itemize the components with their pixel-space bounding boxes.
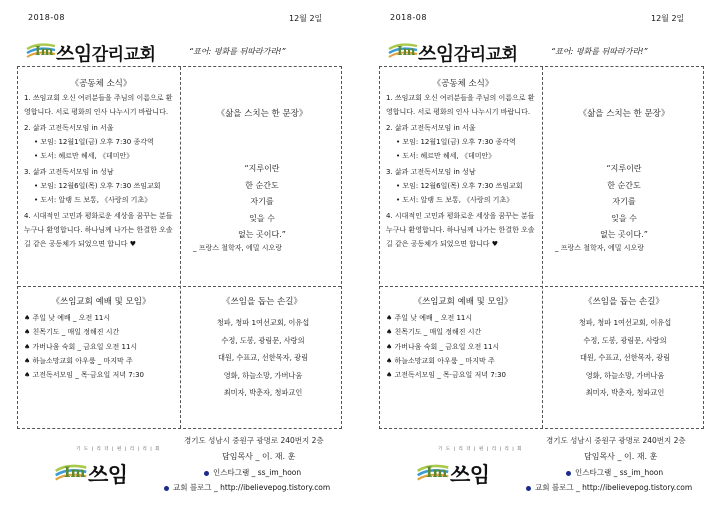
news-item: 4. 시대적인 고민과 평화로운 세상을 꿈꾸는 분들 누구나 환영합니다. 하나님께 나가는 한결한 오솔길 같은 공동체가 되었으면 합니다 ♥: [24, 212, 173, 248]
divider-vertical: [542, 67, 543, 428]
instagram-text: 인스타그램 _ ss_im_hoon: [213, 468, 302, 477]
worship-title: 《쓰임교회 예배 및 모임》: [413, 297, 513, 307]
worship-title: 《쓰임교회 예배 및 모임》: [51, 297, 151, 307]
news-item-text: 2. 삶과 고전독서모임 in 서울: [386, 124, 476, 132]
hands-line: 최미자, 박춘자, 청파교인: [585, 388, 665, 397]
news-item-sub: • 도서: 헤르만 헤세, 《데미안》: [34, 152, 134, 160]
logo-name-b: 감리교회: [453, 45, 518, 65]
footer-logo-name: 쓰임: [88, 463, 128, 487]
quote-line: “지루이란: [606, 164, 642, 173]
logo-name-a: 쓰임: [56, 43, 92, 65]
news-title: 《공동체 소식》: [432, 79, 494, 89]
bulletin-day: 12월 2일: [651, 14, 685, 23]
worship-item: ♠ 가버나움 숙회 _ 금요일 오전 11시: [24, 342, 138, 351]
bulletin-panel-left: [4, 0, 354, 509]
bullet-dot-icon: [204, 471, 209, 476]
hands-line: 대원, 수표교, 선한목자, 광림: [217, 353, 309, 362]
news-list: [386, 91, 540, 253]
news-item: 4. 시대적인 고민과 평화로운 세상을 꿈꾸는 분들 누구나 환영합니다. 하나님께 나가는 한결한 오솔길 같은 공동체가 되었으면 합니다 ♥: [386, 212, 535, 248]
quote-title: 《삶을 스치는 한 문장》: [578, 109, 670, 119]
news-item-sub: • 모임: 12월6일(목) 오후 7:30 쓰임교회: [396, 182, 523, 190]
instagram-contact: [566, 467, 663, 478]
quote-line: 없는 곳이다.”: [600, 230, 648, 239]
church-logo: [26, 36, 176, 66]
worship-list: [24, 311, 178, 382]
worship-item: ♠ 고전독서모임 _ 목·금요일 저녁 7:30: [24, 371, 144, 380]
quote-line: 한 순간도: [245, 180, 279, 190]
logo-prefix: Im: [397, 44, 416, 58]
hands-line: 수정, 도봉, 광림문, 사랑의: [583, 335, 667, 345]
bulletin-date: 2018-08: [390, 13, 427, 22]
hands-line: 청파, 청파 1여선교회, 이유섭: [578, 318, 672, 327]
hands-line: 영화, 하늘소망, 가버나움: [223, 370, 303, 380]
news-item: 1. 쓰임교회 오신 여러분들을 주님의 이름으로 환영합니다. 서로 평화의 인사 나누시기 바랍니다.: [386, 94, 535, 116]
bulletin-panel-right: [366, 0, 716, 509]
pastor-name: 담임목사 _ 이. 재. 훈: [222, 452, 296, 461]
worship-item: ♠ 가버나움 숙회 _ 금요일 오전 11시: [386, 342, 500, 351]
footer-tagline: 기 도 | 리 더 | 편 | 리 | 리 | 회: [438, 447, 523, 452]
quote-title: 《삶을 스치는 한 문장》: [216, 109, 308, 119]
hands-title: 《쓰임을 돕는 손길》: [222, 297, 302, 307]
bullet-dot-icon: [526, 486, 531, 491]
hands-line: 청파, 청파 1여선교회, 이유섭: [216, 318, 310, 327]
hands-title: 《쓰임을 돕는 손길》: [584, 297, 664, 307]
hands-line: 영화, 하늘소망, 가버나움: [585, 370, 665, 380]
news-list: [24, 91, 178, 253]
news-item-text: 2. 삶과 고전독서모임 in 서울: [24, 124, 114, 132]
news-item-sub: • 모임: 12월1일(금) 오후 7:30 종각역: [396, 138, 516, 146]
pastor-name: 담임목사 _ 이. 재. 훈: [584, 452, 658, 461]
news-item-sub: • 모임: 12월6일(목) 오후 7:30 쓰임교회: [34, 182, 161, 190]
news-item-text: 3. 삶과 고전독서모임 in 성남: [24, 168, 114, 176]
quote-line: 자기를: [250, 197, 274, 206]
logo-name-b: 감리교회: [91, 45, 156, 65]
worship-item: ♠ 친목기도 _ 매일 정해진 시간: [24, 328, 120, 337]
quote-source: _ 프랑스 철학자, 에밀 시오랑: [193, 244, 283, 252]
quote-line: 잊을 수: [249, 213, 275, 223]
footer-tagline: 기 도 | 리 더 | 편 | 리 | 리 | 회: [76, 447, 161, 452]
logo-prefix: Im: [35, 44, 54, 58]
quote-line: 자기를: [612, 197, 636, 206]
divider-vertical: [180, 67, 181, 428]
logo-name-a: 쓰임: [418, 43, 454, 65]
hands-list: [550, 314, 700, 402]
news-item-sub: • 모임: 12월1일(금) 오후 7:30 종각역: [34, 138, 154, 146]
logo-name: [418, 39, 517, 66]
blog-contact: [526, 482, 692, 493]
instagram-text: 인스타그램 _ ss_im_hoon: [575, 468, 664, 477]
quote-line: “지루이란: [244, 164, 280, 173]
church-address: 경기도 성남시 중원구 광명로 240번지 2층: [184, 436, 324, 445]
quote-source: _ 프랑스 철학자, 에밀 시오랑: [555, 244, 645, 252]
motto-verse: “표어: 평화를 뒤따라가라!”: [189, 47, 286, 56]
news-item: [24, 165, 178, 207]
bullet-dot-icon: [566, 471, 571, 476]
hands-line: 최미자, 박춘자, 청파교인: [223, 388, 303, 397]
hands-list: [188, 314, 338, 402]
bullet-dot-icon: [164, 486, 169, 491]
worship-item: ♠ 하늘소망교회 아우룸 _ 마지막 주: [24, 356, 133, 365]
hands-line: 수정, 도봉, 광림문, 사랑의: [221, 335, 305, 345]
footer-logo-prefix: Im: [64, 465, 86, 481]
news-item: [24, 121, 178, 163]
news-title: 《공동체 소식》: [70, 79, 132, 89]
bulletin-date: 2018-08: [28, 13, 65, 22]
blog-contact: [164, 482, 330, 493]
church-address: 경기도 성남시 중원구 광명로 240번지 2층: [546, 436, 686, 445]
news-item: [386, 121, 540, 163]
logo-name: [56, 39, 155, 66]
worship-item: ♠ 주일 낮 예배 _ 오전 11시: [386, 314, 473, 322]
worship-list: [386, 311, 540, 382]
worship-item: ♠ 친목기도 _ 매일 정해진 시간: [386, 328, 482, 337]
motto-verse: “표어: 평화를 뒤따라가라!”: [551, 47, 648, 56]
blog-link[interactable]: 교회 블로그 _ http://ibelievepog.tistory.com: [535, 483, 693, 492]
worship-item: ♠ 주일 낮 예배 _ 오전 11시: [24, 314, 111, 322]
quote-line: 한 순간도: [607, 180, 641, 190]
news-item-sub: • 도서: 알랭 드 보통, 《사랑의 기초》: [34, 196, 152, 204]
worship-item: ♠ 하늘소망교회 아우룸 _ 마지막 주: [386, 356, 495, 365]
news-item: 1. 쓰임교회 오신 여러분들을 주님의 이름으로 환영합니다. 서로 평화의 인사 나누시기 바랍니다.: [24, 94, 173, 116]
news-item-text: 3. 삶과 고전독서모임 in 성남: [386, 168, 476, 176]
quote-body: [181, 161, 343, 244]
news-item-sub: • 도서: 헤르만 헤세, 《데미안》: [396, 152, 496, 160]
content-frame: [17, 66, 342, 429]
quote-line: 잊을 수: [611, 213, 637, 223]
footer-logo-name: 쓰임: [450, 463, 490, 487]
news-item: [386, 165, 540, 207]
instagram-contact: [204, 467, 301, 478]
quote-body: [543, 161, 705, 244]
bulletin-day: 12월 2일: [289, 14, 323, 23]
news-item-sub: • 도서: 알랭 드 보통, 《사랑의 기초》: [396, 196, 514, 204]
hands-line: 대원, 수표교, 선한목자, 광림: [579, 353, 671, 362]
blog-link[interactable]: 교회 블로그 _ http://ibelievepog.tistory.com: [173, 483, 331, 492]
worship-item: ♠ 고전독서모임 _ 목·금요일 저녁 7:30: [386, 371, 506, 380]
quote-line: 없는 곳이다.”: [238, 230, 286, 239]
content-frame: [379, 66, 704, 429]
footer-logo-prefix: Im: [426, 465, 448, 481]
church-logo: [388, 36, 538, 66]
